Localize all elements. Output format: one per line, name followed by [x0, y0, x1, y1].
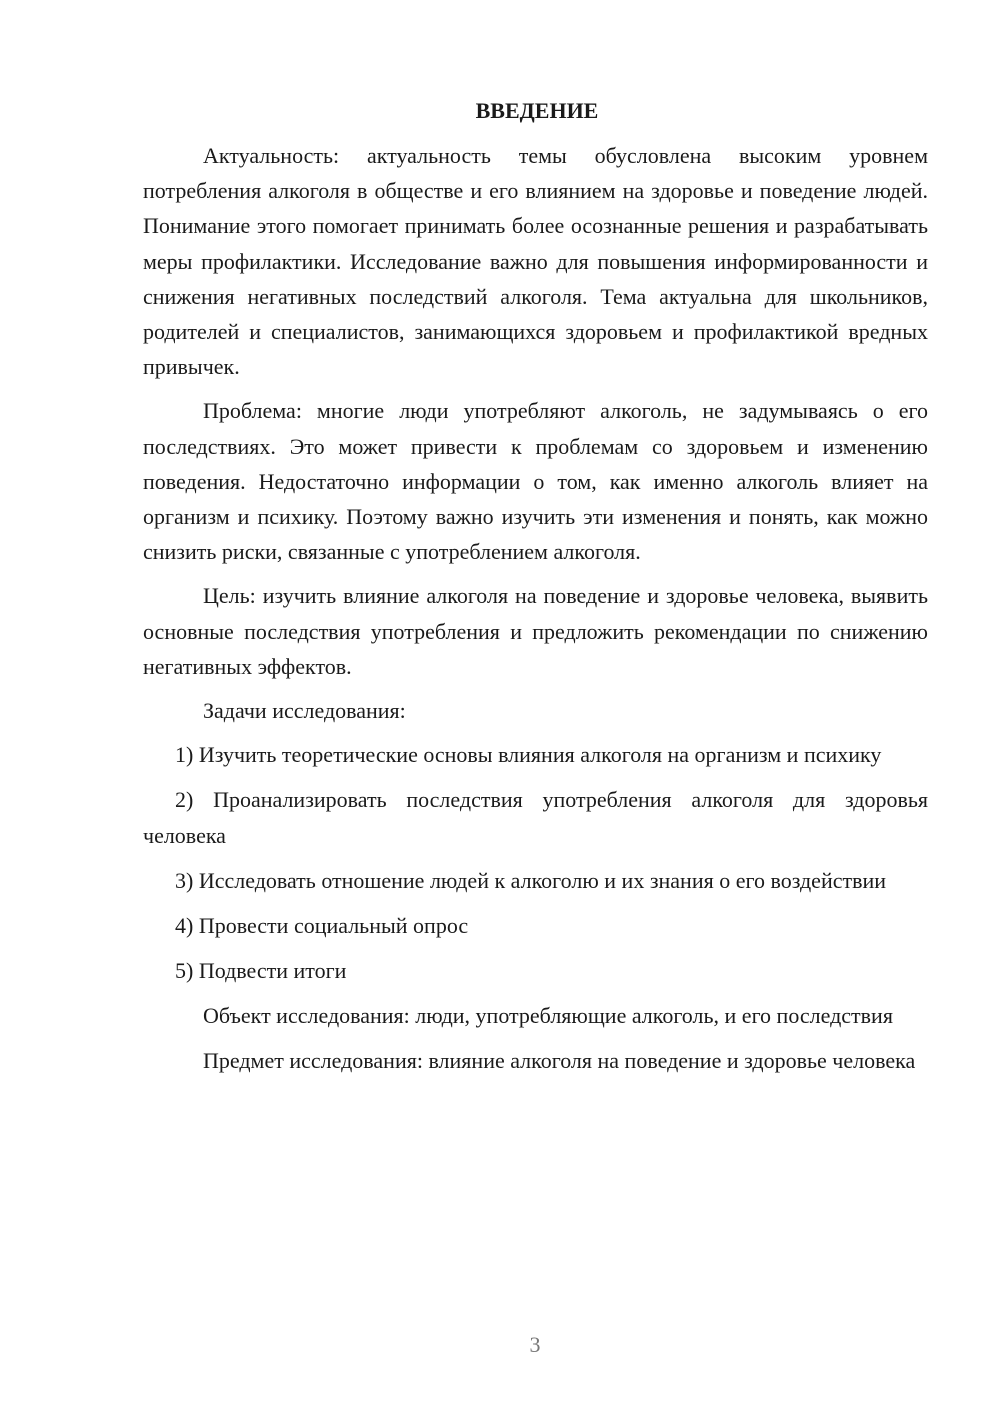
object-paragraph: Объект исследования: люди, употребляющие алкоголь, и его последствия [203, 1003, 893, 1029]
task-item: 3) Исследовать отношение людей к алкоголю и их знания о его воздействии [175, 867, 887, 893]
tasks-heading: Задачи исследования: [203, 698, 406, 724]
task-item: 2) Проанализировать последствия употребления алкоголя для здоровья человека [143, 787, 928, 848]
goal-paragraph: Цель: изучить влияние алкоголя на поведение и здоровье человека, выявить основные последствия употребления и предложить рекомендации по снижению негативных эффектов. [143, 583, 928, 679]
task-item: 4) Провести социальный опрос [175, 913, 469, 939]
page-content [143, 93, 928, 1087]
relevance-paragraph: Актуальность: актуальность темы обусловлена высоким уровнем потребления алкоголя в обществе и его влиянием на здоровье и поведение людей. Понимание этого помогает принимать более осознанные решения и разрабатывать меры профилактики. Исследование важно для повышения информированности и снижения негативных последствий алкоголя. Тема актуальна для школьников, родителей и специалистов, занимающихся здоровьем и профилактикой вредных привычек. [143, 143, 928, 380]
page-number: 3 [529, 1332, 541, 1357]
task-item: 1) Изучить теоретические основы влияния алкоголя на организм и психику [175, 742, 882, 768]
subject-paragraph: Предмет исследования: влияние алкоголя на поведение и здоровье человека [203, 1047, 916, 1073]
task-item: 5) Подвести итоги [175, 958, 347, 984]
problem-paragraph: Проблема: многие люди употребляют алкоголь, не задумываясь о его последствиях. Это может привести к проблемам со здоровьем и изменению поведения. Недостаточно информации о том, как именно алкоголь влияет на организм и психику. Поэтому важно изучить эти изменения и понять, как можно снизить риски, связанные с употреблением алкоголя. [143, 398, 928, 565]
section-heading: ВВЕДЕНИЕ [475, 98, 599, 123]
